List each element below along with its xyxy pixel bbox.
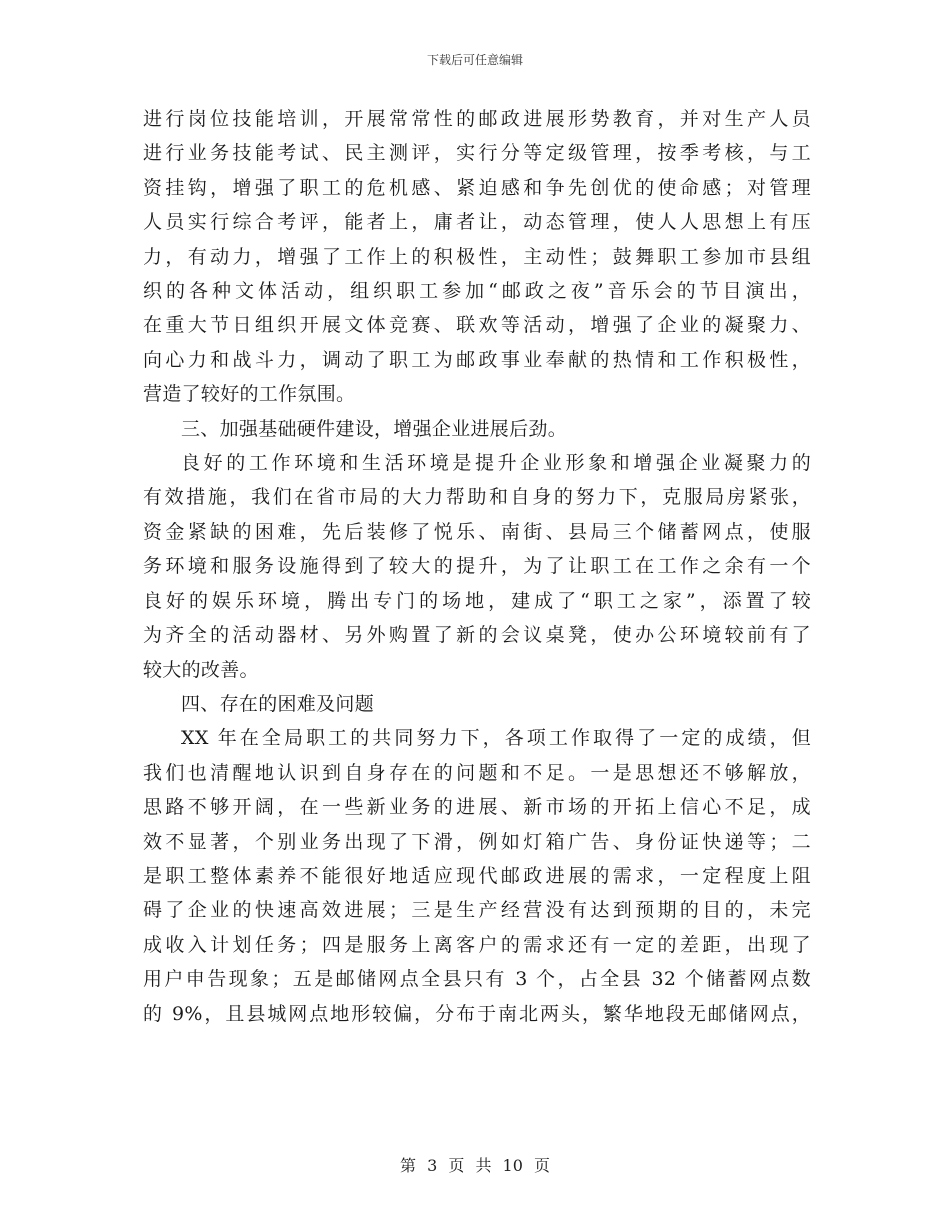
section-heading: 四、存在的困难及问题: [181, 692, 375, 715]
text-line: 良好的娱乐环境，腾出专门的场地，建成了“职工之家”，添置了较: [143, 589, 811, 612]
body-paragraphs: [143, 102, 811, 1031]
text-line: 向心力和战斗力，调动了职工为邮政事业奉献的热情和工作积极性，: [143, 348, 811, 371]
text-line: 的 9%，且县城网点地形较偏，分布于南北两头，繁华地段无邮储网点，: [143, 1002, 811, 1025]
text-line: 思路不够开阔，在一些新业务的进展、新市场的开拓上信心不足，成: [143, 796, 811, 819]
text-line: 较大的改善。: [143, 658, 259, 681]
text-line: 为齐全的活动器材、另外购置了新的会议桌凳，使办公环境较前有了: [143, 624, 811, 647]
text-line: 用户申告现象；五是邮储网点全县只有 3 个，占全县 32 个储蓄网点数: [143, 968, 811, 991]
text-line: 在重大节日组织开展文体竞赛、联欢等活动，增强了企业的凝聚力、: [143, 314, 811, 337]
page-header: 下载后可任意编辑: [426, 53, 523, 67]
text-line: 我们也清醒地认识到自身存在的问题和不足。一是思想还不够解放，: [143, 761, 811, 784]
text-line: 成收入计划任务；四是服务上离客户的需求还有一定的差距，出现了: [143, 933, 811, 956]
section-heading: 三、加强基础硬件建设，增强企业进展后劲。: [181, 417, 568, 440]
text-line: 营造了较好的工作氛围。: [143, 383, 356, 406]
text-line: XX 年在全局职工的共同努力下，各项工作取得了一定的成绩，但: [181, 727, 811, 750]
text-line: 人员实行综合考评，能者上，庸者让，动态管理，使人人思想上有压: [143, 211, 811, 234]
page-number-footer: 第 3 页 共 10 页: [400, 1156, 550, 1175]
text-line: 进行业务技能考试、民主测评，实行分等定级管理，按季考核，与工: [143, 142, 811, 165]
text-line: 资金紧缺的困难，先后装修了悦乐、南街、县局三个储蓄网点，使服: [143, 520, 811, 543]
text-line: 良好的工作环境和生活环境是提升企业形象和增强企业凝聚力的: [181, 452, 811, 475]
text-line: 有效措施，我们在省市局的大力帮助和自身的努力下，克服局房紧张，: [143, 486, 811, 509]
text-line: 务环境和服务设施得到了较大的提升，为了让职工在工作之余有一个: [143, 555, 811, 578]
text-line: 力，有动力，增强了工作上的积极性，主动性；鼓舞职工参加市县组: [143, 245, 811, 268]
text-line: 资挂钩，增强了职工的危机感、紧迫感和争先创优的使命感；对管理: [143, 176, 811, 199]
text-line: 效不显著，个别业务出现了下滑，例如灯箱广告、身份证快递等；二: [143, 830, 811, 853]
text-line: 碍了企业的快速高效进展；三是生产经营没有达到预期的目的，未完: [143, 899, 811, 922]
text-line: 织的各种文体活动，组织职工参加“邮政之夜”音乐会的节目演出，: [143, 280, 811, 303]
text-line: 进行岗位技能培训，开展常常性的邮政进展形势教育，并对生产人员: [143, 108, 811, 130]
document-body: [143, 102, 811, 1031]
text-line: 是职工整体素养不能很好地适应现代邮政进展的需求，一定程度上阻: [143, 864, 811, 887]
